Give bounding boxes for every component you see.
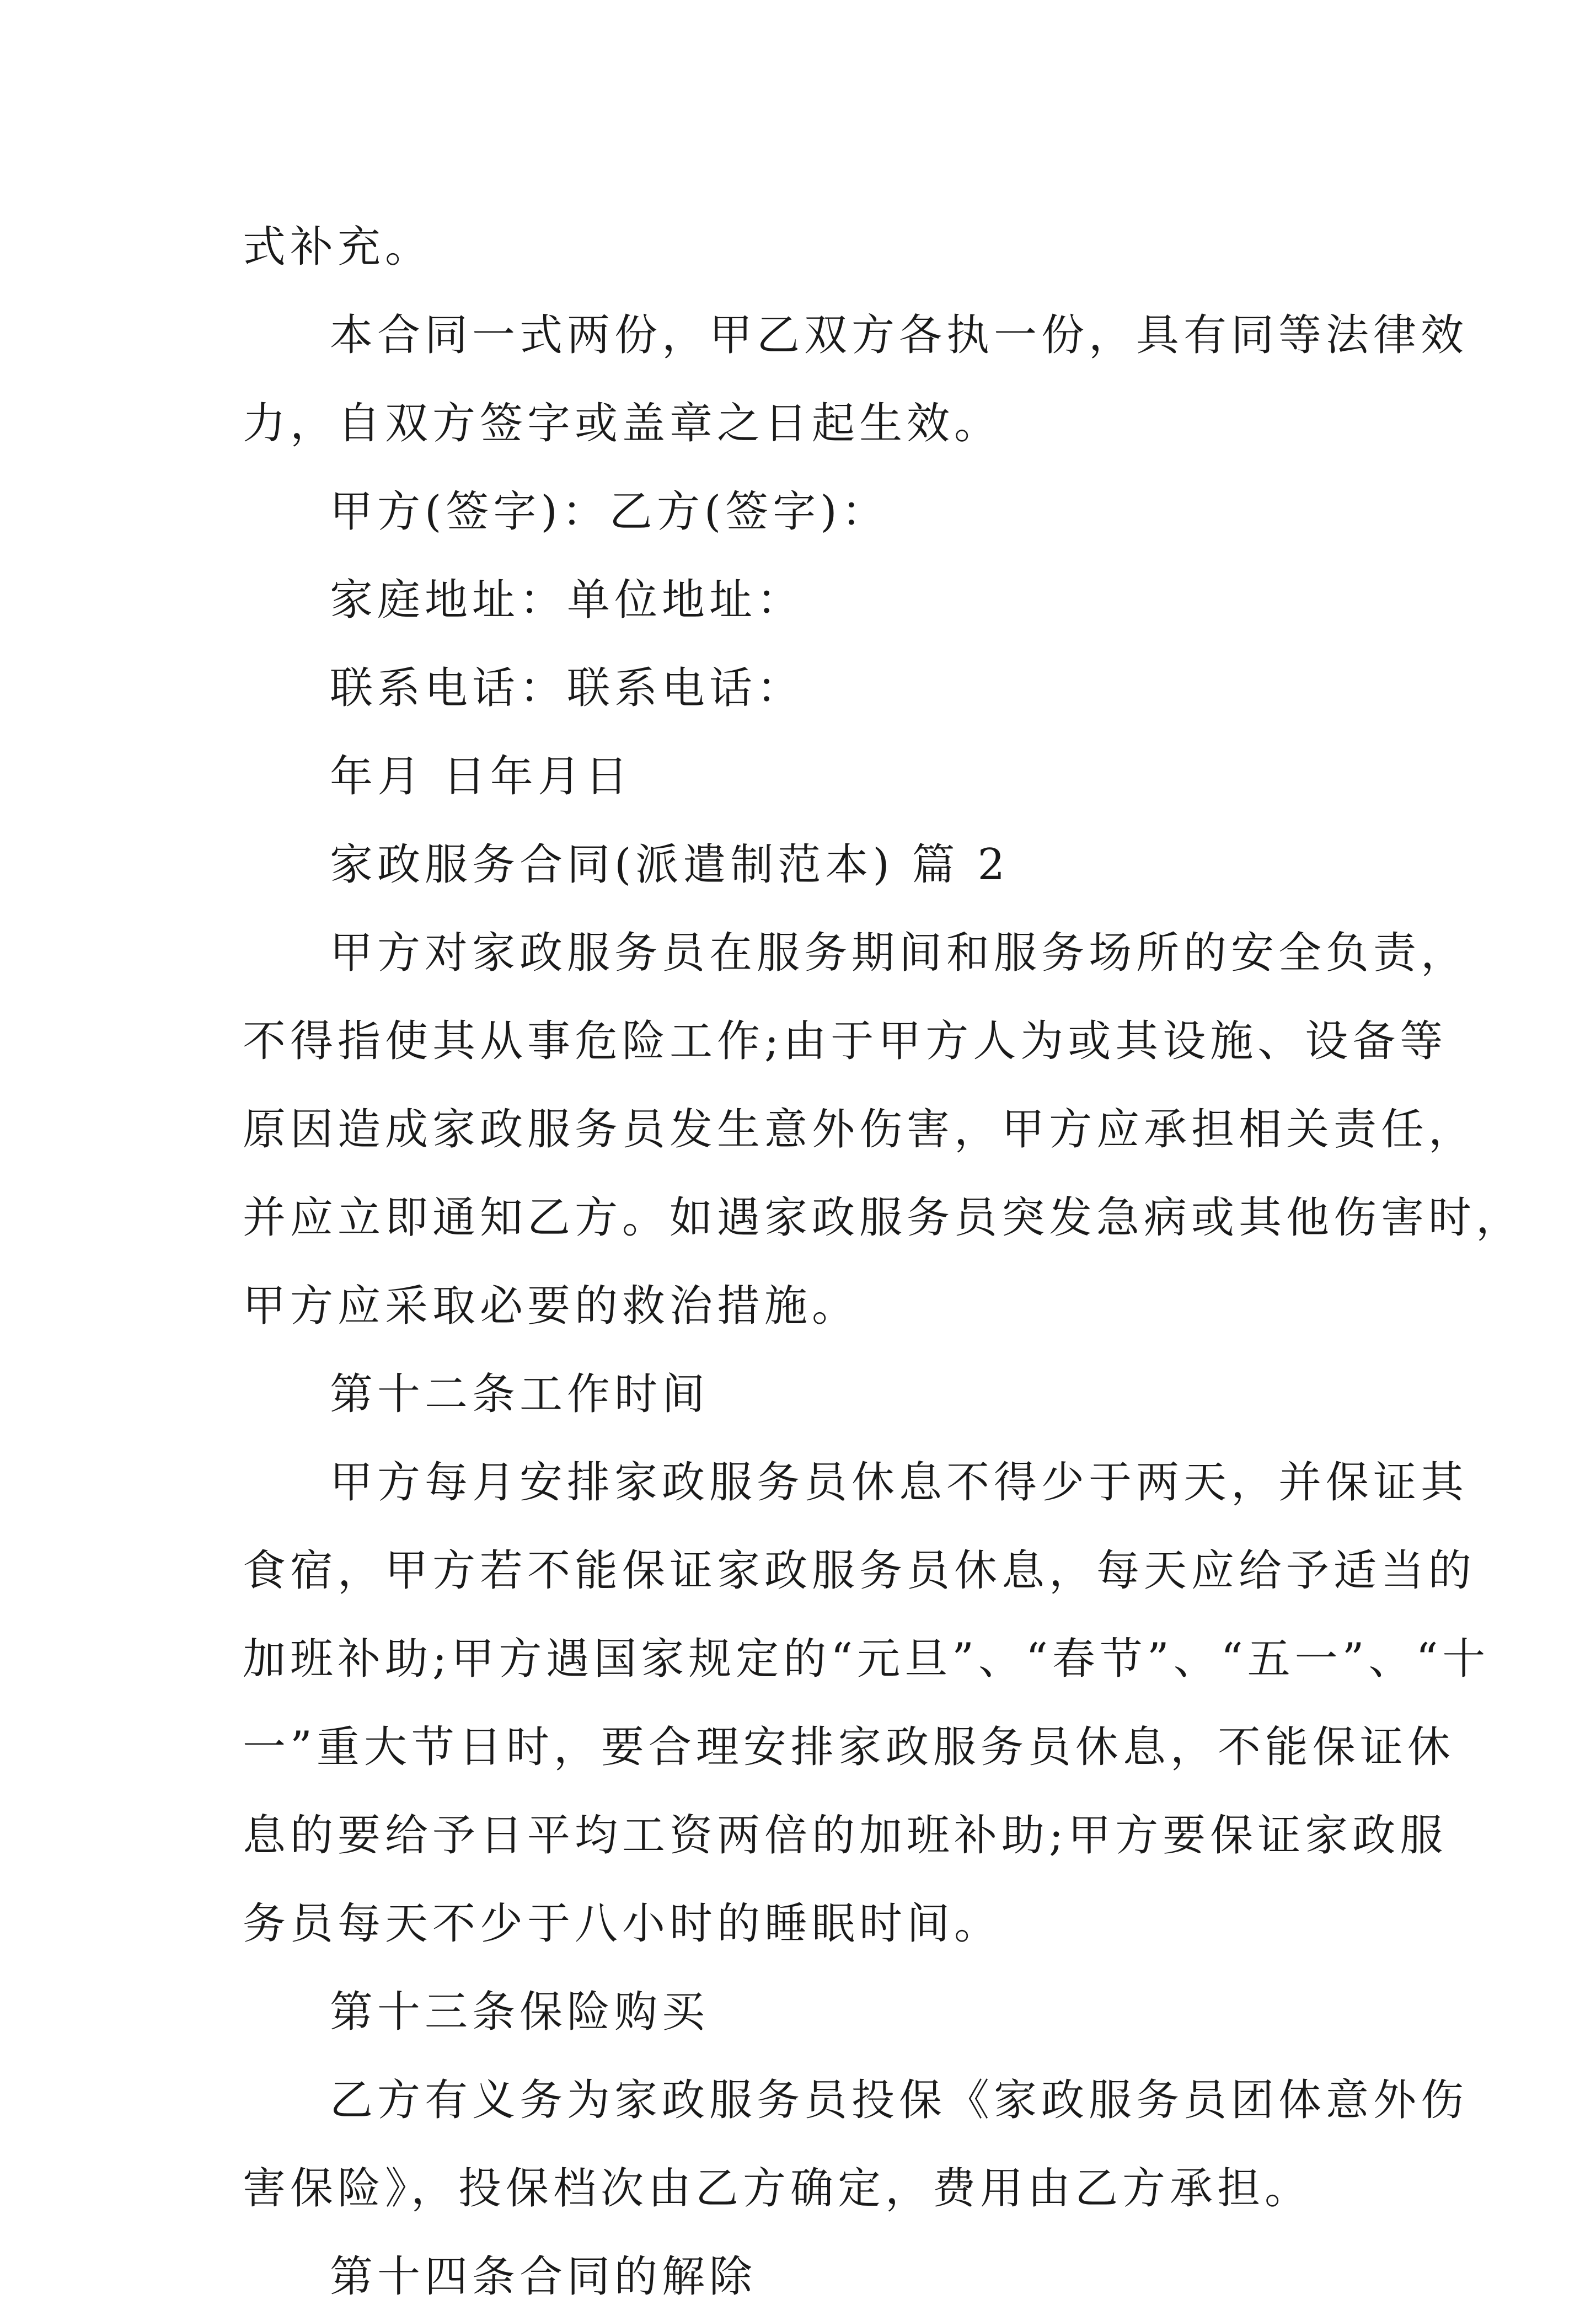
paragraph-line: 本合同一式两份，甲乙双方各执一份，具有同等法律效 [330,311,1469,360]
text-line: 害保险》，投保档次由乙方确定，费用由乙方承担。 [243,2164,1313,2213]
text-line: 加班补助;甲方遇国家规定的“元旦”、“春节”、“五一”、“十 [243,1634,1490,1684]
text-line: 不得指使其从事危险工作;由于甲方人为或其设施、设备等 [243,1017,1448,1066]
text-line: 并应立即通知乙方。如遇家政服务员突发急病或其他伤害时， [243,1193,1524,1243]
date-line: 年月 日年月日 [330,752,633,801]
text-line: 原因造成家政服务员发生意外伤害，甲方应承担相关责任， [243,1105,1476,1154]
paragraph-line: 乙方有义务为家政服务员投保《家政服务员团体意外伤 [330,2076,1469,2125]
text-line: 务员每天不少于八小时的睡眠时间。 [243,1899,1002,1949]
article-heading: 第十三条保险购买 [330,1987,710,2037]
section-heading: 家政服务合同(派遣制范本) 篇 2 [330,840,1010,890]
text-line: 式补充。 [243,222,433,272]
document-body [243,203,1524,2321]
text-line: 甲方应采取必要的救治措施。 [243,1281,860,1331]
text-line: 力，自双方签字或盖章之日起生效。 [243,399,1002,448]
text-line: 息的要给予日平均工资两倍的加班补助;甲方要保证家政服 [243,1811,1448,1860]
signature-line: 甲方(签字)：乙方(签字)： [330,487,889,537]
text-line: 一”重大节日时，要合理安排家政服务员休息，不能保证休 [243,1723,1455,1772]
phone-line: 联系电话：联系电话： [330,664,805,713]
address-line: 家庭地址：单位地址： [330,575,805,625]
article-heading: 第十四条合同的解除 [330,2252,757,2302]
paragraph-line: 甲方对家政服务员在服务期间和服务场所的安全负责， [330,928,1469,978]
article-heading: 第十二条工作时间 [330,1370,710,1419]
text-line: 食宿，甲方若不能保证家政服务员休息，每天应给予适当的 [243,1546,1476,1596]
paragraph-line: 甲方每月安排家政服务员休息不得少于两天，并保证其 [330,1458,1469,1507]
